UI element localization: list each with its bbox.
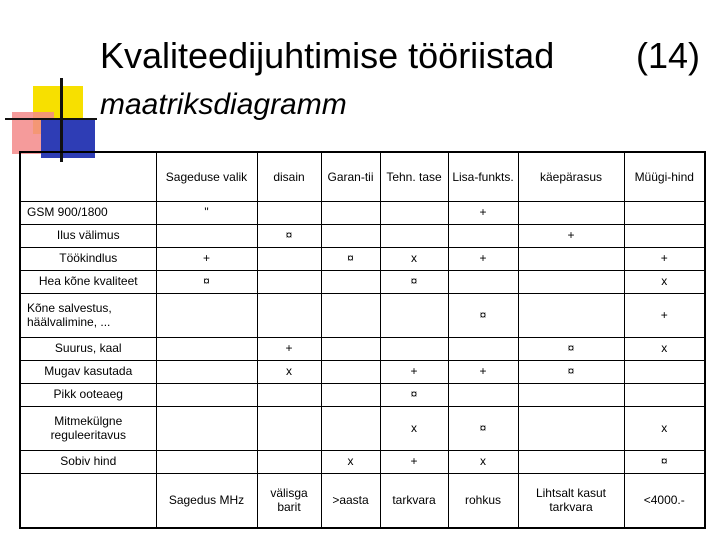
- table-row: [20, 337, 705, 360]
- footer-cell: rohkus: [448, 473, 518, 528]
- matrix-cell: [257, 293, 321, 337]
- slide-title: [100, 35, 700, 77]
- matrix-cell: [321, 201, 380, 224]
- matrix-cell: [321, 337, 380, 360]
- matrix-cell: ¤: [448, 293, 518, 337]
- matrix-cell: [321, 270, 380, 293]
- matrix-cell: [448, 383, 518, 406]
- matrix-cell: +: [380, 360, 448, 383]
- matrix-cell: [624, 224, 705, 247]
- matrix-cell: ¤: [321, 247, 380, 270]
- title-text: Kvaliteedijuhtimise tööriistad: [100, 35, 555, 76]
- matrix-cell: ¤: [380, 383, 448, 406]
- matrix-cell: [257, 201, 321, 224]
- column-header: Müügi-hind: [624, 152, 705, 201]
- table-row: [20, 450, 705, 473]
- table-row: [20, 293, 705, 337]
- matrix-cell: x: [624, 337, 705, 360]
- matrix-cell: ¤: [257, 224, 321, 247]
- matrix-cell: ¤: [448, 406, 518, 450]
- matrix-cell: [518, 270, 624, 293]
- matrix-cell: +: [624, 293, 705, 337]
- matrix-cell: +: [518, 224, 624, 247]
- row-label: Kõne salvestus, häälvalimine, ...: [20, 293, 156, 337]
- row-label: Töökindlus: [20, 247, 156, 270]
- slide-number: (14): [635, 35, 700, 76]
- column-header: Tehn. tase: [380, 152, 448, 201]
- header-row: [20, 152, 705, 201]
- matrix-cell: [156, 293, 257, 337]
- matrix-cell: ¤: [518, 337, 624, 360]
- matrix-cell: [518, 293, 624, 337]
- matrix-cell: [448, 270, 518, 293]
- column-header: Sageduse valik: [156, 152, 257, 201]
- matrix-cell: [156, 450, 257, 473]
- matrix-cell: +: [380, 450, 448, 473]
- matrix-cell: [518, 450, 624, 473]
- matrix-cell: +: [624, 247, 705, 270]
- row-label: Sobiv hind: [20, 450, 156, 473]
- column-header: disain: [257, 152, 321, 201]
- matrix-cell: [380, 201, 448, 224]
- footer-cell: Lihtsalt kasut tarkvara: [518, 473, 624, 528]
- matrix-cell: [257, 450, 321, 473]
- matrix-cell: [257, 383, 321, 406]
- matrix-cell: +: [448, 360, 518, 383]
- matrix-cell: ¤: [624, 450, 705, 473]
- matrix-cell: [448, 224, 518, 247]
- row-label: GSM 900/1800: [20, 201, 156, 224]
- matrix-cell: [624, 360, 705, 383]
- matrix-cell: [518, 383, 624, 406]
- matrix-cell: [321, 293, 380, 337]
- matrix-cell: [518, 247, 624, 270]
- slide-subtitle: maatriksdiagramm: [100, 88, 347, 121]
- matrix-cell: [321, 224, 380, 247]
- row-label: Pikk ooteaeg: [20, 383, 156, 406]
- matrix-cell: x: [380, 406, 448, 450]
- footer-cell: välisga barit: [257, 473, 321, 528]
- matrix-cell: [380, 224, 448, 247]
- row-label: Hea kõne kvaliteet: [20, 270, 156, 293]
- matrix-cell: ": [156, 201, 257, 224]
- matrix-cell: [257, 270, 321, 293]
- footer-cell: >aasta: [321, 473, 380, 528]
- footer-cell: <4000.-: [624, 473, 705, 528]
- matrix-cell: [624, 201, 705, 224]
- matrix-table: [19, 151, 706, 529]
- matrix-cell: +: [448, 201, 518, 224]
- decor-horizontal-line: [5, 118, 97, 120]
- matrix-cell: x: [257, 360, 321, 383]
- matrix-cell: x: [448, 450, 518, 473]
- matrix-cell: x: [624, 270, 705, 293]
- column-header: Lisa-funkts.: [448, 152, 518, 201]
- matrix-cell: +: [448, 247, 518, 270]
- table-row: [20, 247, 705, 270]
- footer-corner-cell: [20, 473, 156, 528]
- matrix-cell: [380, 337, 448, 360]
- matrix-cell: [321, 383, 380, 406]
- decor-vertical-line: [60, 78, 63, 162]
- table-row: [20, 383, 705, 406]
- matrix-cell: [380, 293, 448, 337]
- matrix-cell: x: [380, 247, 448, 270]
- matrix-cell: [156, 406, 257, 450]
- row-label: Ilus välimus: [20, 224, 156, 247]
- matrix-cell: [156, 383, 257, 406]
- matrix-cell: [257, 247, 321, 270]
- row-label: Mugav kasutada: [20, 360, 156, 383]
- matrix-cell: x: [624, 406, 705, 450]
- corner-cell: [20, 152, 156, 201]
- matrix-cell: [518, 406, 624, 450]
- matrix-cell: [156, 224, 257, 247]
- table-row: [20, 360, 705, 383]
- table-row: [20, 201, 705, 224]
- row-label: Mitmekülgne reguleeritavus: [20, 406, 156, 450]
- matrix-cell: [257, 406, 321, 450]
- column-header: Garan-tii: [321, 152, 380, 201]
- row-label: Suurus, kaal: [20, 337, 156, 360]
- matrix-cell: +: [156, 247, 257, 270]
- table-row: [20, 406, 705, 450]
- matrix-cell: [448, 337, 518, 360]
- matrix-cell: +: [257, 337, 321, 360]
- matrix-cell: [156, 337, 257, 360]
- footer-cell: tarkvara: [380, 473, 448, 528]
- matrix-cell: [156, 360, 257, 383]
- matrix-cell: ¤: [518, 360, 624, 383]
- matrix-cell: [624, 383, 705, 406]
- column-header: käepärasus: [518, 152, 624, 201]
- matrix-cell: [518, 201, 624, 224]
- matrix-cell: [321, 406, 380, 450]
- matrix-cell: x: [321, 450, 380, 473]
- footer-cell: Sagedus MHz: [156, 473, 257, 528]
- matrix-cell: ¤: [156, 270, 257, 293]
- footer-row: [20, 473, 705, 528]
- matrix-cell: [321, 360, 380, 383]
- table-row: [20, 224, 705, 247]
- table-row: [20, 270, 705, 293]
- matrix-cell: ¤: [380, 270, 448, 293]
